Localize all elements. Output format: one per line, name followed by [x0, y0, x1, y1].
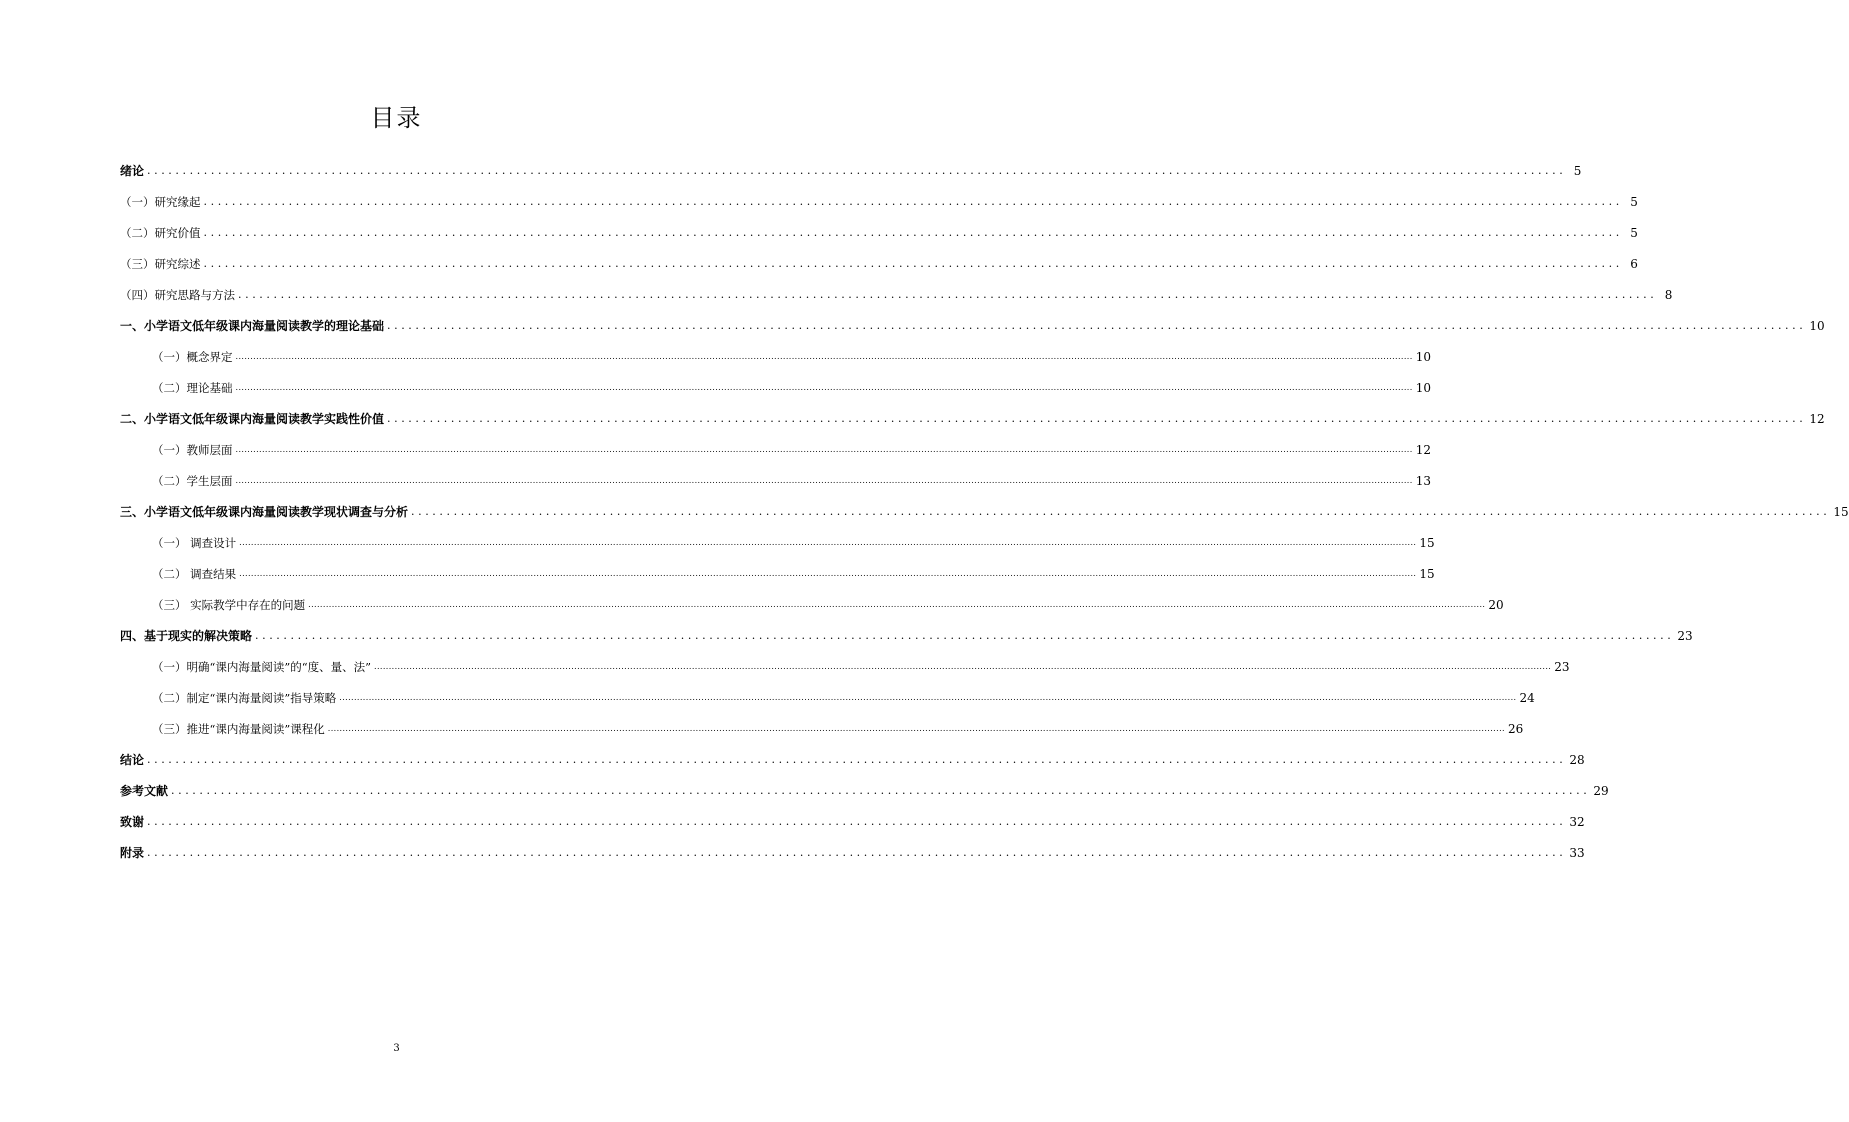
toc-entry-label: （二）学生层面 [152, 473, 233, 488]
toc-entry-page: 15 [1419, 535, 1435, 550]
toc-entry-page: 32 [1569, 814, 1585, 829]
toc-dot-leader: ........................................................................................................................................................................................................ [238, 288, 1658, 301]
toc-dot-leader: ........................................................................................................................................................................................................ [255, 629, 1675, 642]
toc-dot-leader: ........................................................................................................................................................................................................ [203, 195, 1623, 208]
toc-entry[interactable] [120, 372, 1431, 403]
toc-entry-label: （一）研究缘起 [120, 194, 201, 209]
toc-dot-leader: ........................................................................................................................................................................................................ [147, 815, 1567, 828]
toc-entry-label: （三）研究综述 [120, 256, 201, 271]
toc-entry-page: 12 [1415, 442, 1431, 457]
toc-entry-page: 8 [1664, 287, 1673, 302]
table-of-contents [120, 155, 1849, 868]
toc-entry-label: 参考文献 [120, 784, 169, 798]
toc-entry-label: （二） 调查结果 [152, 566, 237, 581]
toc-dot-leader: ................................................................................................................................................................................................................................................................................................................................................................................................................ [374, 662, 1552, 671]
toc-entry[interactable] [120, 775, 1609, 806]
toc-entry-page: 24 [1519, 690, 1535, 705]
toc-entry-label: （二）研究价值 [120, 225, 201, 240]
toc-dot-leader: ........................................................................................................................................................................................................ [387, 319, 1807, 332]
toc-dot-leader: ........................................................................................................................................................................................................ [147, 753, 1567, 766]
toc-entry-page: 20 [1488, 597, 1504, 612]
toc-entry-page: 23 [1554, 659, 1570, 674]
toc-entry-label: 结论 [120, 753, 145, 767]
toc-entry[interactable] [120, 806, 1585, 837]
toc-entry[interactable] [120, 186, 1638, 217]
toc-entry[interactable] [120, 713, 1524, 744]
toc-entry-label: （三） 实际教学中存在的问题 [152, 597, 306, 612]
toc-dot-leader: ................................................................................................................................................................................................................................................................................................................................................................................................................ [239, 569, 1417, 578]
toc-dot-leader: ........................................................................................................................................................................................................ [147, 846, 1567, 859]
toc-entry-label: （三）推进“课内海量阅读”课程化 [152, 721, 325, 736]
toc-entry-label: 二、小学语文低年级课内海量阅读教学实践性价值 [120, 412, 385, 426]
toc-dot-leader: ................................................................................................................................................................................................................................................................................................................................................................................................................ [327, 724, 1505, 733]
toc-entry-label: 致谢 [120, 815, 145, 829]
toc-entry[interactable] [120, 496, 1849, 527]
toc-entry-page: 5 [1573, 163, 1582, 178]
toc-entry[interactable] [120, 589, 1504, 620]
toc-dot-leader: ........................................................................................................................................................................................................ [171, 784, 1591, 797]
toc-entry-label: （二）理论基础 [152, 380, 233, 395]
toc-entry-page: 12 [1809, 411, 1825, 426]
toc-entry[interactable] [120, 558, 1435, 589]
toc-entry-label: （四）研究思路与方法 [120, 287, 235, 302]
toc-entry-page: 15 [1833, 504, 1849, 519]
toc-entry-page: 10 [1415, 349, 1431, 364]
toc-entry-label: （一）概念界定 [152, 349, 233, 364]
toc-entry-page: 23 [1677, 628, 1693, 643]
toc-entry-label: 三、小学语文低年级课内海量阅读教学现状调查与分析 [120, 505, 409, 519]
toc-dot-leader: ................................................................................................................................................................................................................................................................................................................................................................................................................ [235, 383, 1413, 392]
toc-dot-leader: ........................................................................................................................................................................................................ [203, 226, 1623, 239]
toc-entry-page: 13 [1415, 473, 1431, 488]
toc-dot-leader: ........................................................................................................................................................................................................ [203, 257, 1623, 270]
toc-entry-page: 15 [1419, 566, 1435, 581]
toc-entry-page: 10 [1415, 380, 1431, 395]
toc-entry[interactable] [120, 837, 1585, 868]
toc-entry[interactable] [120, 465, 1431, 496]
toc-title: 目录 [370, 104, 423, 132]
toc-entry[interactable] [120, 248, 1638, 279]
toc-entry-label: （一）明确“课内海量阅读”的“度、量、法” [152, 659, 372, 674]
toc-entry[interactable] [120, 651, 1570, 682]
toc-entry-page: 28 [1569, 752, 1585, 767]
toc-entry[interactable] [120, 155, 1582, 186]
toc-entry-label: 一、小学语文低年级课内海量阅读教学的理论基础 [120, 319, 385, 333]
toc-entry-page: 5 [1630, 194, 1638, 209]
toc-entry[interactable] [120, 744, 1585, 775]
toc-entry-label: 绪论 [120, 164, 145, 178]
toc-entry[interactable] [120, 434, 1431, 465]
toc-entry-page: 29 [1593, 783, 1609, 798]
toc-dot-leader: ................................................................................................................................................................................................................................................................................................................................................................................................................ [235, 476, 1413, 485]
toc-entry[interactable] [120, 310, 1825, 341]
toc-dot-leader: ................................................................................................................................................................................................................................................................................................................................................................................................................ [235, 445, 1413, 454]
toc-entry-page: 10 [1809, 318, 1825, 333]
toc-entry-page: 26 [1507, 721, 1524, 736]
toc-entry-page: 33 [1569, 845, 1585, 860]
toc-entry[interactable] [120, 403, 1825, 434]
toc-entry-page: 6 [1630, 256, 1638, 271]
toc-entry[interactable] [120, 217, 1638, 248]
toc-dot-leader: ........................................................................................................................................................................................................ [147, 164, 1567, 177]
toc-entry-label: （二）制定“课内海量阅读”指导策略 [152, 690, 337, 705]
toc-entry-label: 四、基于现实的解决策略 [120, 629, 253, 643]
toc-entry[interactable] [120, 620, 1693, 651]
toc-entry[interactable] [120, 279, 1673, 310]
toc-entry-label: （一）教师层面 [152, 442, 233, 457]
toc-entry[interactable] [120, 341, 1431, 372]
page-number: 3 [393, 1043, 400, 1054]
toc-dot-leader: ........................................................................................................................................................................................................ [411, 505, 1831, 518]
toc-entry-label: （一） 调查设计 [152, 535, 237, 550]
toc-entry-label: 附录 [120, 846, 145, 860]
toc-dot-leader: ................................................................................................................................................................................................................................................................................................................................................................................................................ [339, 693, 1517, 702]
toc-dot-leader: ................................................................................................................................................................................................................................................................................................................................................................................................................ [308, 600, 1486, 609]
toc-entry[interactable] [120, 682, 1535, 713]
toc-dot-leader: ................................................................................................................................................................................................................................................................................................................................................................................................................ [235, 352, 1413, 361]
toc-dot-leader: ................................................................................................................................................................................................................................................................................................................................................................................................................ [239, 538, 1417, 547]
toc-entry-page: 5 [1630, 225, 1638, 240]
toc-dot-leader: ........................................................................................................................................................................................................ [387, 412, 1807, 425]
toc-entry[interactable] [120, 527, 1435, 558]
